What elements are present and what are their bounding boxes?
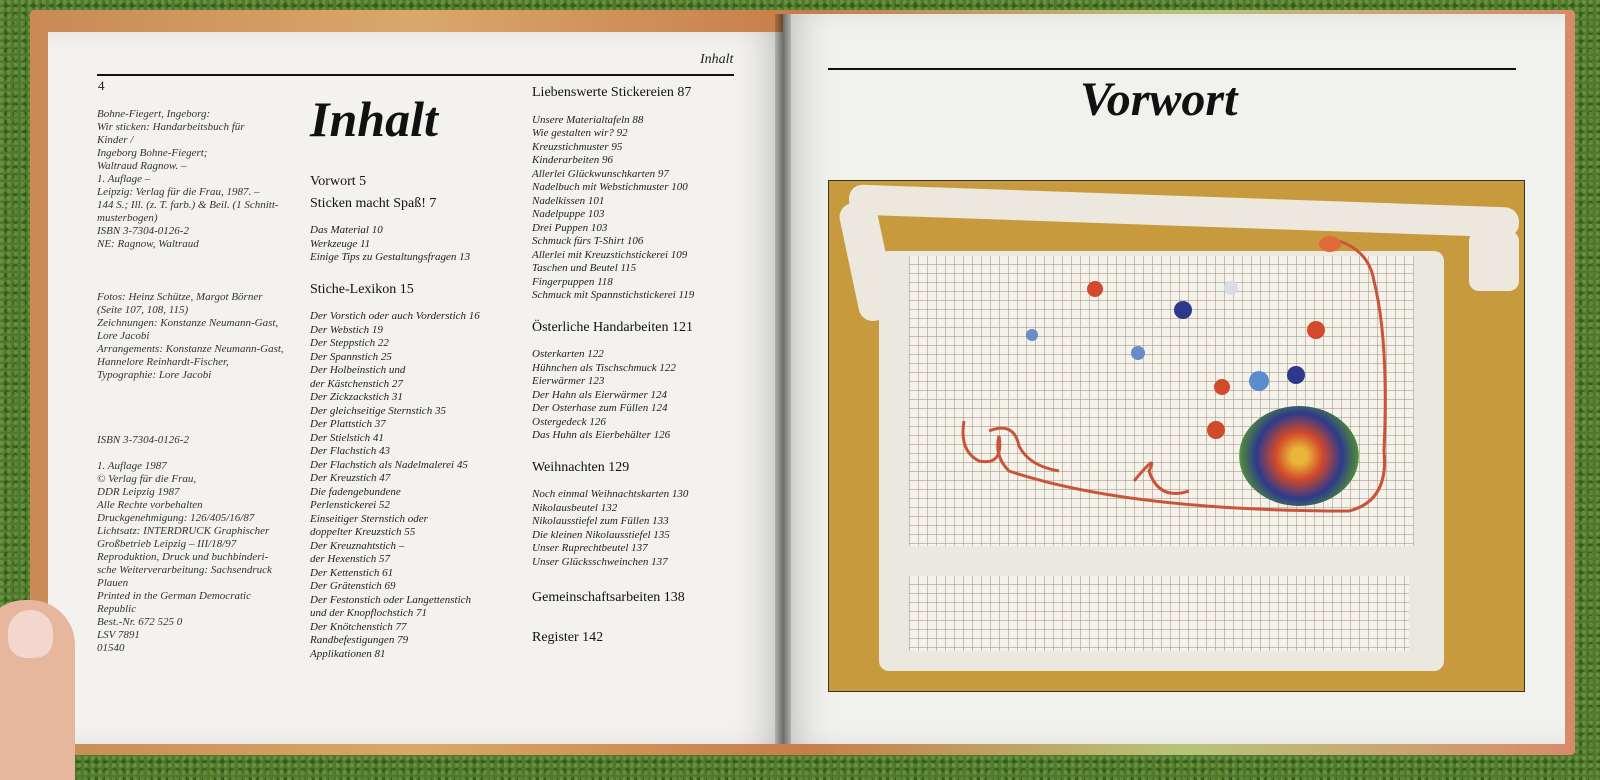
toc-item: Der Kreuzstich 47 <box>310 472 391 484</box>
imprint-credits <box>97 291 297 382</box>
toc-item: Wie gestalten wir? 92 <box>532 127 628 139</box>
imprint-line: Ingeborg Bohne-Fiegert; <box>97 147 208 159</box>
imprint-top <box>97 108 297 251</box>
toc-item: Das Huhn als Eierbehälter 126 <box>532 429 671 441</box>
toc-heading: Vorwort 5 <box>310 174 367 189</box>
toc-item: Hühnchen als Tischschmuck 122 <box>532 361 676 374</box>
imprint-line: 144 S.; Ill. (z. T. farb.) & Beil. (1 Schnitt- <box>97 199 279 211</box>
thumb-nail <box>8 610 53 658</box>
toc-item: Der Kettenstich 61 <box>310 566 394 579</box>
red-stitch-curl <box>1134 463 1189 494</box>
toc-list <box>310 224 525 265</box>
toc-item: Die kleinen Nikolausstiefel 135 <box>532 528 670 541</box>
imprint-line: musterbogen) <box>97 212 158 224</box>
imprint-block <box>97 108 297 655</box>
toc-item: Der Steppstich 22 <box>310 337 389 349</box>
toc-item: Randbefestigungen 79 <box>310 634 409 646</box>
embroidery-overlay <box>829 181 1524 691</box>
toc-item: Die fadengebundene <box>310 485 401 498</box>
page-number: 4 <box>98 78 105 93</box>
toc-item: Allerlei mit Kreuzstichstickerei 109 <box>532 248 688 261</box>
toc-item: Der Flachstich 43 <box>310 445 391 457</box>
toc-item: Taschen und Beutel 115 <box>532 262 637 274</box>
toc-item: Nadelkissen 101 <box>532 194 605 207</box>
imprint-bottom <box>97 434 297 655</box>
toc-item: Nadelbuch mit Webstichmuster 100 <box>532 181 688 193</box>
toc-heading: Register 142 <box>532 629 604 645</box>
imprint-line: (Seite 107, 108, 115) <box>97 304 189 316</box>
toc-item: Der Plattstich 37 <box>310 418 386 430</box>
flower-bead <box>1174 301 1192 319</box>
imprint-line: Alle Rechte vorbehalten <box>97 499 203 511</box>
imprint-line: Lore Jacobi <box>97 330 150 342</box>
flower-bead <box>1307 321 1325 339</box>
imprint-line: sche Weiterverarbeitung: Sachsendruck <box>97 564 272 576</box>
toc-heading: Sticken macht Spaß! 7 <box>310 195 437 211</box>
toc-item: Eierwärmer 123 <box>532 375 605 387</box>
imprint-line: © Verlag für die Frau, <box>97 473 197 485</box>
toc-item: Applikationen 81 <box>310 647 386 660</box>
toc-item: der Hexenstich 57 <box>310 553 391 565</box>
embroidered-bag-photo <box>828 180 1525 692</box>
imprint-line: NE: Ragnow, Waltraud <box>97 238 199 250</box>
toc-item: Der Kreuznahtstich – <box>310 539 405 552</box>
flower-bead <box>1224 281 1238 295</box>
toc-item: Der Stielstich 41 <box>310 431 384 444</box>
toc-heading: Österliche Handarbeiten 121 <box>532 319 693 335</box>
toc-item: Der Zickzackstich 31 <box>310 391 403 403</box>
toc-item: Nikolausstiefel zum Füllen 133 <box>532 515 669 527</box>
toc-column-2 <box>532 86 762 652</box>
imprint-line: 01540 <box>97 642 125 654</box>
toc-item: Der Grätenstich 69 <box>310 580 396 592</box>
flower-bead <box>1319 236 1341 252</box>
imprint-line: Wir sticken: Handarbeitsbuch für <box>97 121 245 133</box>
flower-bead <box>1026 329 1038 341</box>
toc-item: Kreuzstichmuster 95 <box>532 140 623 153</box>
flower-bead <box>1214 379 1230 395</box>
toc-item: Das Material 10 <box>310 224 383 236</box>
flower-bead <box>1287 366 1305 384</box>
flower-bead <box>1131 346 1145 360</box>
toc-item: Der Flachstich als Nadelmalerei 45 <box>310 458 468 471</box>
page-title-right: Vorwort <box>1080 73 1238 126</box>
imprint-line: DDR Leipzig 1987 <box>97 486 180 498</box>
toc-list <box>310 310 525 661</box>
flower-bead <box>1249 371 1269 391</box>
toc-item: Allerlei Glückwunschkarten 97 <box>532 167 669 180</box>
toc-item: Einige Tips zu Gestaltungsfragen 13 <box>310 251 471 263</box>
toc-item: Der Festonstich oder Langettenstich <box>310 593 472 606</box>
flower-cluster <box>1239 406 1359 506</box>
imprint-line: Großbetrieb Leipzig – III/18/97 <box>97 538 237 550</box>
toc-item: der Kästchenstich 27 <box>310 377 403 390</box>
toc-item: Der gleichseitige Sternstich 35 <box>310 404 446 417</box>
toc-item: Drei Puppen 103 <box>532 221 608 234</box>
toc-item: Schmuck fürs T-Shirt 106 <box>532 235 644 247</box>
imprint-line: 1. Auflage 1987 <box>97 460 167 472</box>
imprint-line: Reproduktion, Druck und buchbinderi- <box>97 551 269 563</box>
toc-item: Unser Ruprechtbeutel 137 <box>532 542 648 554</box>
imprint-line: Zeichnungen: Konstanze Neumann-Gast, <box>97 317 279 329</box>
toc-column-1 <box>310 175 525 661</box>
toc-item: Der Holbeinstich und <box>310 364 406 376</box>
imprint-line <box>97 447 297 460</box>
toc-item: Der Spannstich 25 <box>310 350 392 363</box>
toc-item: Fingerpuppen 118 <box>532 275 613 288</box>
imprint-line: Arrangements: Konstanze Neumann-Gast, <box>97 343 284 355</box>
toc-item: Ostergedeck 126 <box>532 415 606 428</box>
toc-item: Einseitiger Sternstich oder <box>310 512 428 525</box>
toc-item: Werkzeuge 11 <box>310 237 371 250</box>
toc-item: Unser Glücksschweinchen 137 <box>532 555 668 568</box>
toc-heading: Weihnachten 129 <box>532 459 630 475</box>
header-rule <box>97 74 734 76</box>
toc-list <box>532 348 762 443</box>
book-gutter <box>775 14 791 744</box>
header-rule-right <box>828 68 1516 70</box>
imprint-line: Druckgenehmigung: 126/405/16/87 <box>97 512 255 524</box>
toc-item: doppelter Kreuzstich 55 <box>310 526 416 538</box>
toc-item: und der Knopflochstich 71 <box>310 607 428 619</box>
toc-item: Kinderarbeiten 96 <box>532 154 613 166</box>
toc-item: Nadelpuppe 103 <box>532 208 605 220</box>
toc-list <box>532 488 762 569</box>
imprint-line: LSV 7891 <box>97 629 140 641</box>
imprint-line: Fotos: Heinz Schütze, Margot Börner <box>97 291 263 303</box>
flower-bead <box>1207 421 1225 439</box>
imprint-line: Republic <box>97 603 137 615</box>
imprint-line: Waltraud Ragnow. – <box>97 160 187 172</box>
toc-item: Der Vorstich oder auch Vorderstich 16 <box>310 310 480 322</box>
toc-item: Der Webstich 19 <box>310 323 383 336</box>
toc-heading: Stiche-Lexikon 15 <box>310 281 414 297</box>
imprint-line: ISBN 3-7304-0126-2 <box>97 225 189 237</box>
running-head: Inhalt <box>700 52 734 67</box>
imprint-line: Lichtsatz: INTERDRUCK Graphischer <box>97 525 270 537</box>
imprint-line: Bohne-Fiegert, Ingeborg: <box>97 108 211 120</box>
toc-item: Perlenstickerei 52 <box>310 499 390 511</box>
flower-bead <box>1087 281 1103 297</box>
imprint-line: Printed in the German Democratic <box>97 590 251 602</box>
imprint-line: Hannelore Reinhardt-Fischer, <box>97 356 229 368</box>
imprint-line: ISBN 3-7304-0126-2 <box>97 434 189 446</box>
imprint-line: Kinder / <box>97 134 134 146</box>
imprint-line: Typographie: Lore Jacobi <box>97 369 212 381</box>
toc-item: Schmuck mit Spannstichstickerei 119 <box>532 289 695 301</box>
imprint-line: 1. Auflage – <box>97 173 151 185</box>
toc-list <box>532 114 762 303</box>
page-title: Inhalt <box>310 91 438 147</box>
toc-item: Unsere Materialtafeln 88 <box>532 113 644 126</box>
toc-item: Osterkarten 122 <box>532 348 604 360</box>
imprint-line: Plauen <box>97 577 129 589</box>
toc-item: Der Osterhase zum Füllen 124 <box>532 402 668 414</box>
toc-item: Nikolausbeutel 132 <box>532 501 618 514</box>
imprint-line: Leipzig: Verlag für die Frau, 1987. – <box>97 186 260 198</box>
toc-item: Noch einmal Weihnachtskarten 130 <box>532 488 689 500</box>
toc-item: Der Hahn als Eierwärmer 124 <box>532 388 668 401</box>
toc-heading: Gemeinschaftsarbeiten 138 <box>532 590 685 605</box>
toc-item: Der Knötchenstich 77 <box>310 620 407 633</box>
toc-heading: Liebenswerte Stickereien 87 <box>532 85 692 100</box>
imprint-line: Best.-Nr. 672 525 0 <box>97 616 183 628</box>
